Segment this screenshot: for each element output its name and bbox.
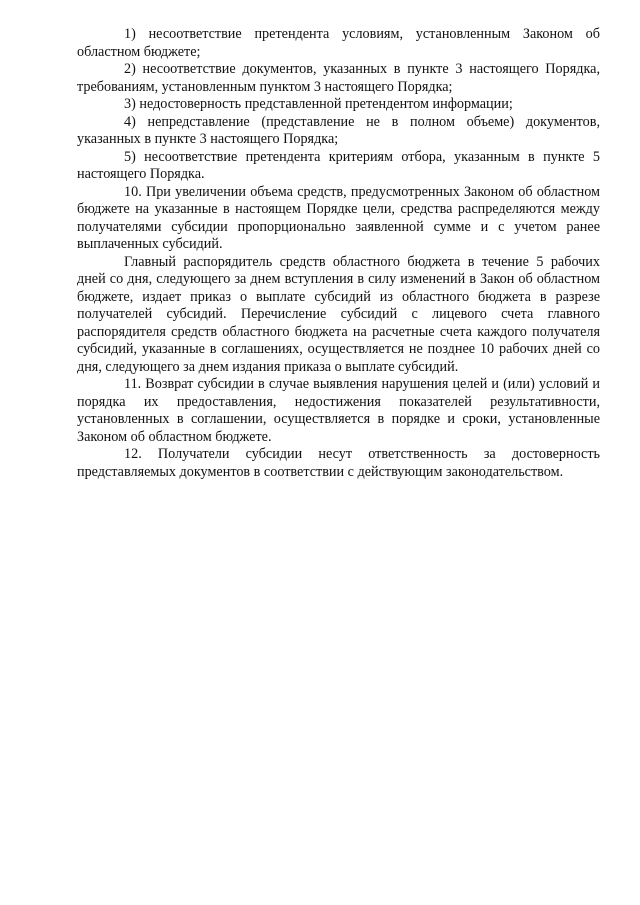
document-page bbox=[77, 26, 600, 481]
clause-12: 12. Получатели субсидии несут ответственность за достоверность представляемых документов в соответствии с действующим законодательством. bbox=[77, 446, 600, 480]
list-item-5: 5) несоответствие претендента критериям отбора, указанным в пункте 5 настоящего Порядка. bbox=[77, 148, 600, 182]
list-item-3: 3) недостоверность представленной претендентом информации; bbox=[124, 96, 513, 112]
list-item-1: 1) несоответствие претендента условиям, установленным Законом об областном бюджете; bbox=[77, 26, 600, 60]
clause-10-continuation: Главный распорядитель средств областного бюджета в течение 5 рабочих дней со дня, следующего за днем вступления в силу изменений в Закон об областном бюджете, издает приказ о выплате субсидий из областного бюджета в разрезе получателей субсидий. Перечисление субсидий с лицевого счета главного распорядителя средств областного бюджета на расчетные счета каждого получателя субсидий, указанные в соглашениях, осуществляется не позднее 10 рабочих дней со дня, следующего за днем издания приказа о выплате субсидий. bbox=[77, 253, 600, 375]
list-item-4: 4) непредставление (представление не в полном объеме) документов, указанных в пункте 3 настоящего Порядка; bbox=[77, 113, 600, 147]
list-item-2: 2) несоответствие документов, указанных в пункте 3 настоящего Порядка, требованиям, установленным пунктом 3 настоящего Порядка; bbox=[77, 61, 600, 95]
clause-10: 10. При увеличении объема средств, предусмотренных Законом об областном бюджете на указанные в настоящем Порядке цели, средства распределяются между получателями субсидии пропорционально заявленной сумме и с учетом ранее выплаченных субсидий. bbox=[77, 183, 600, 252]
clause-11: 11. Возврат субсидии в случае выявления нарушения целей и (или) условий и порядка их предоставления, недостижения показателей результативности, установленных в соглашении, осуществляется в порядке и сроки, установленные Законом об областном бюджете. bbox=[77, 376, 600, 445]
